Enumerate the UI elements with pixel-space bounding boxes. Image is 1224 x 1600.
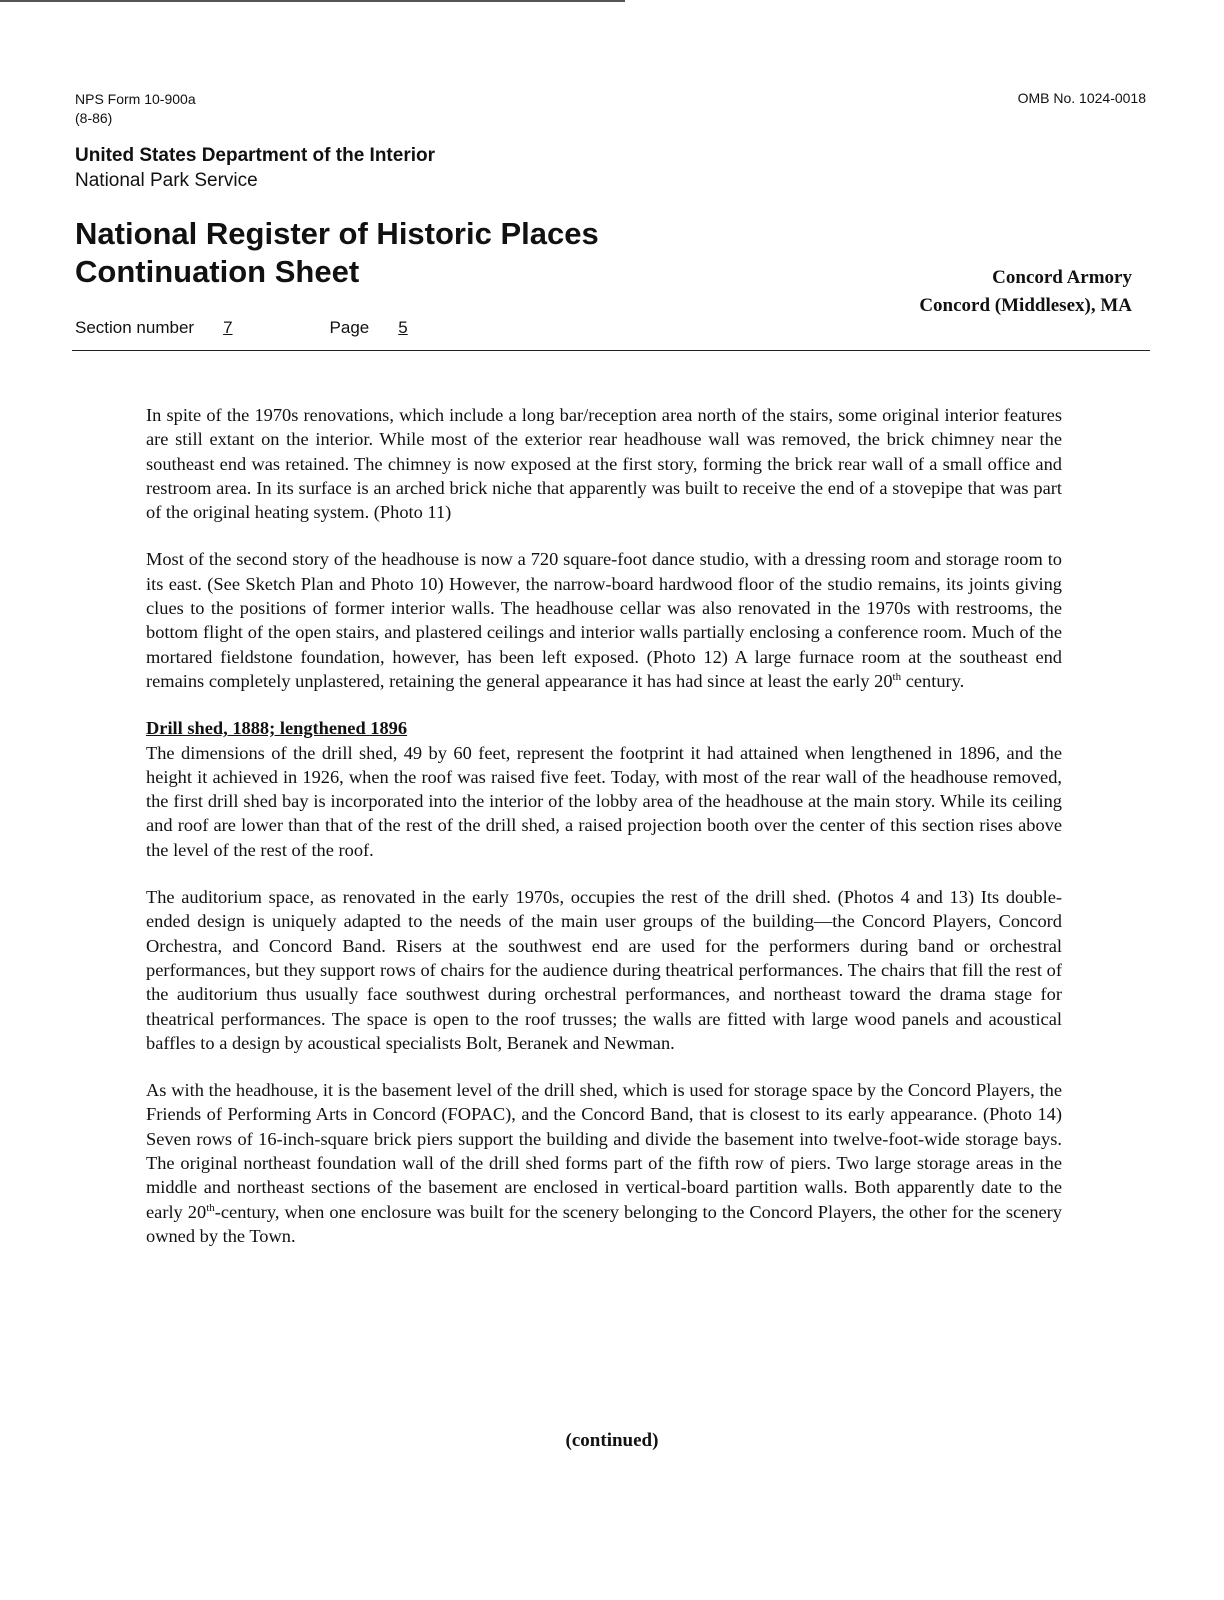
form-revision: (8-86) (75, 110, 113, 126)
section-number: 7 (223, 318, 233, 337)
property-name: Concord Armory (992, 267, 1132, 288)
paragraph-1: In spite of the 1970s renovations, which include a long bar/reception area north of the stairs, some original interior features are still extant on the interior. While most of the exterior rear headhouse wall was removed, the brick chimney near the southeast end was retained. The chimney is now exposed at the first story, forming the brick rear wall of a small office and restroom area. In its surface is an arched brick niche that apparently was built to receive the end of a stovepipe that was part of the original heating system. (Photo 11) (146, 405, 1062, 523)
property-location: Concord (Middlesex), MA (919, 295, 1132, 316)
property-block (919, 264, 1132, 320)
document-title (75, 215, 599, 291)
department-name: United States Department of the Interior (75, 145, 435, 166)
service-name: National Park Service (75, 170, 258, 191)
page-number: 5 (398, 318, 408, 337)
form-number: NPS Form 10-900a (75, 91, 196, 107)
paragraph-5 (146, 1078, 1062, 1248)
section-heading: Drill shed, 1888; lengthened 1896 (146, 718, 408, 739)
scan-top-edge (0, 0, 625, 2)
title-line-2: Continuation Sheet (75, 254, 360, 289)
paragraph-2-end: century. (901, 670, 965, 691)
paragraph-5-superscript: th (206, 1201, 215, 1214)
header-divider (72, 350, 1150, 351)
body-text (146, 403, 1062, 1271)
drill-shed-section (146, 716, 1062, 862)
form-identifier (75, 90, 196, 128)
paragraph-2-superscript: th (892, 670, 902, 683)
paragraph-5-end: -century, when one enclosure was built for the scenery belonging to the Concord Players, the other for the scenery owned by the Town. (146, 1201, 1062, 1246)
omb-number: OMB No. 1024-0018 (1017, 90, 1146, 106)
section-label: Section number (75, 318, 195, 337)
paragraph-4: The auditorium space, as renovated in the early 1970s, occupies the rest of the drill shed. (Photos 4 and 13) Its double-ended design is uniquely adapted to the needs of the main user groups of the building—the Concord Players, Concord Orchestra, and Concord Band. Risers at the southwest end are used for the performers during band or orchestral performances, but they support rows of chairs for the audience during theatrical performances. The chairs that fill the rest of the auditorium thus usually face southwest during orchestral performances, and northeast toward the drama stage for theatrical performances. The space is open to the roof trusses; the walls are fitted with large wood panels and acoustical baffles to a design by acoustical specialists Bolt, Beranek and Newman. (146, 887, 1062, 1053)
section-page-line (75, 318, 432, 338)
paragraph-2-text: Most of the second story of the headhouse is now a 720 square-foot dance studio, with a dressing room and storage room to its east. (See Sketch Plan and Photo 10) However, the narrow-board hardwood floor of the studio remains, its joints giving clues to the positions of former interior walls. The headhouse cellar was also renovated in the 1970s with restrooms, the bottom flight of the open stairs, and plastered ceilings and interior walls partially enclosing a conference room. Much of the mortared fieldstone foundation, however, has been left exposed. (Photo 12) A large furnace room at the southeast end remains completely unplastered, retaining the general appearance it has had since at least the early 20 (146, 549, 1062, 691)
paragraph-3: The dimensions of the drill shed, 49 by 60 feet, represent the footprint it had attained when lengthened in 1896, and the height it achieved in 1926, when the roof was raised five feet. Today, with most of the rear wall of the headhouse removed, the first drill shed bay is incorporated into the interior of the lobby area of the headhouse at the main story. While its ceiling and roof are lower than that of the rest of the drill shed, a raised projection booth over the center of this section rises above the level of the rest of the roof. (146, 742, 1062, 860)
paragraph-5-text: As with the headhouse, it is the basement level of the drill shed, which is used for storage space by the Concord Players, the Friends of Performing Arts in Concord (FOPAC), and the Concord Band, that is closest to its early appearance. (Photo 14) Seven rows of 16-inch-square brick piers support the building and divide the basement into twelve-foot-wide storage bays. The original northeast foundation wall of the drill shed forms part of the fifth row of piers. Two large storage areas in the middle and northeast sections of the basement are enclosed in vertical-board partition walls. Both apparently date to the early 20 (146, 1080, 1062, 1222)
paragraph-2 (146, 547, 1062, 693)
page-label: Page (329, 318, 370, 337)
agency-block (75, 143, 435, 193)
continued-note: (continued) (565, 1430, 659, 1451)
title-line-1: National Register of Historic Places (75, 216, 599, 251)
